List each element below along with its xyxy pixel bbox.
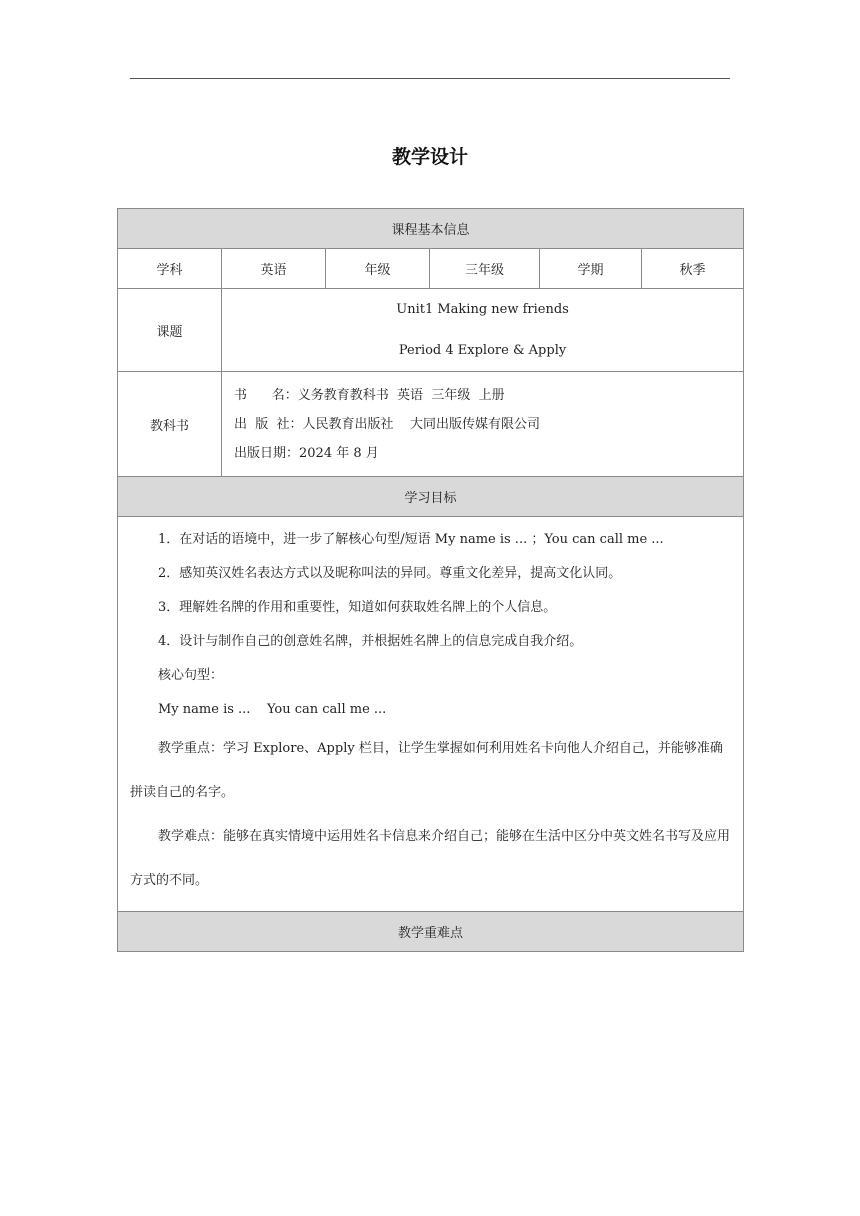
document-title: 教学设计 [391, 146, 468, 168]
grade-label: 年级 [326, 249, 430, 289]
goals-header: 学习目标 [118, 477, 744, 517]
key-difficult-header: 教学重难点 [118, 912, 744, 952]
teaching-difficulty: 教学难点：能够在真实情境中运用姓名卡信息来介绍自己；能够在生活中区分中英文姓名书写及应用方式的不同。 [130, 829, 731, 888]
goal-item-2: 2．感知英汉姓名表达方式以及昵称叫法的异同。尊重文化差异，提高文化认同。 [158, 566, 622, 581]
topic-line-1: Unit1 Making new friends [396, 302, 569, 317]
goal-item-4: 4．设计与制作自己的创意姓名牌，并根据姓名牌上的信息完成自我介绍。 [158, 634, 583, 649]
basic-info-header: 课程基本信息 [118, 209, 744, 249]
subject-label: 学科 [118, 249, 222, 289]
header-rule [130, 78, 730, 79]
topic-line-2: Period 4 Explore & Apply [398, 343, 567, 358]
grade-value: 三年级 [430, 249, 540, 289]
core-sentences-label: 核心句型： [158, 668, 224, 683]
book-name: 书 名：义务教育教科书 英语 三年级 上册 [234, 387, 505, 403]
topic-cell [222, 289, 744, 372]
term-label: 学期 [540, 249, 642, 289]
lesson-plan-table [117, 208, 744, 952]
topic-label: 课题 [118, 289, 222, 372]
subject-value: 英语 [222, 249, 326, 289]
term-value: 秋季 [642, 249, 744, 289]
publication-date: 出版日期：2024 年 8 月 [234, 445, 379, 461]
goal-item-1: 1．在对话的语境中，进一步了解核心句型/短语 My name is ... ；You can call me ... [158, 532, 664, 547]
core-sentences: My name is ... You can call me ... [158, 702, 387, 717]
textbook-cell [222, 372, 744, 477]
goals-cell [118, 517, 744, 912]
goal-item-3: 3．理解姓名牌的作用和重要性，知道如何获取姓名牌上的个人信息。 [158, 600, 557, 615]
textbook-label: 教科书 [118, 372, 222, 477]
teaching-key-point: 教学重点：学习 Explore、Apply 栏目，让学生掌握如何利用姓名卡向他人介绍自己，并能够准确拼读自己的名字。 [130, 741, 723, 800]
publisher: 出 版 社：人民教育出版社 大同出版传媒有限公司 [234, 416, 541, 432]
